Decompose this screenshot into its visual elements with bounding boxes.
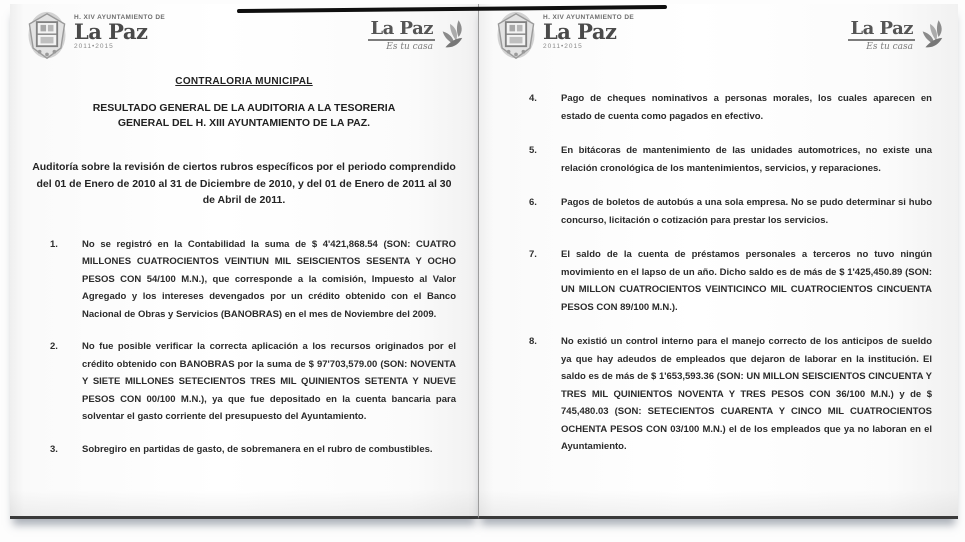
finding-item-6	[479, 194, 958, 229]
finding-item-5	[479, 142, 958, 177]
finding-item-3	[10, 441, 478, 459]
municipality-logo	[26, 11, 165, 66]
leaf-icon	[438, 19, 466, 60]
secondary-logo-city-name: La Paz	[370, 18, 433, 39]
finding-number: 2.	[50, 341, 58, 352]
municipality-logo	[495, 11, 634, 66]
document-title: RESULTADO GENERAL DE LA AUDITORIA A LA TESORERIA GENERAL DEL H. XIII AYUNTAMIENTO DE LA PAZ.	[92, 102, 396, 129]
finding-number: 7.	[529, 249, 537, 260]
secondary-logo-text	[848, 19, 915, 52]
finding-text: Pago de cheques nominativos a personas morales, los cuales aparecen en estado de cuenta como pagados en efectivo.	[561, 93, 932, 122]
secondary-logo-tagline: Es tu casa	[866, 42, 913, 52]
document-page-right	[478, 4, 958, 519]
findings-list-left	[10, 236, 478, 459]
logo-term-years: 2011•2015	[543, 43, 583, 50]
coat-of-arms-icon	[495, 11, 537, 66]
secondary-logo	[848, 19, 946, 60]
finding-text: No fue posible verificar la correcta aplicación a los recursos originados por el crédito obtenido con BANOBRAS por la suma de $ 97'703,579.00 (SON: NOVENTA Y SIETE MILLONES SETECIENTOS TRES MIL QUINIENTOS SETENTA Y NUEVE PESOS CON 00/100 M.N.), ya que fue depositado en la cuenta bancaria para solventar el gasto corriente del presupuesto del Ayuntamiento.	[82, 341, 456, 422]
finding-item-4	[479, 90, 958, 125]
finding-text: El saldo de la cuenta de préstamos personales a terceros no tuvo ningún movimiento en el lapso de un año. Dicho saldo es de más de $ 1'425,450.89 (SON: UN MILLON CUATROCIENTOS VEINTICINCO MIL CUATROCIENTOS CINCUENTA PESOS CON 89/100 M.N.).	[561, 249, 932, 313]
finding-item-2	[10, 338, 478, 426]
logo-city-name: La Paz	[543, 19, 617, 44]
finding-item-1	[10, 236, 478, 324]
secondary-logo-tagline: Es tu casa	[386, 42, 433, 52]
findings-list-right	[479, 90, 958, 456]
municipality-logo-text	[74, 11, 165, 50]
leaf-icon	[918, 19, 946, 60]
logo-term-years: 2011•2015	[74, 43, 114, 50]
finding-text: En bitácoras de mantenimiento de las unidades automotrices, no existe una relación cronológica de los mantenimientos, servicios, y reparaciones.	[561, 145, 932, 174]
finding-number: 5.	[529, 145, 537, 156]
logo-administration-line: H. XIV AYUNTAMIENTO DE	[74, 14, 166, 21]
finding-number: 4.	[529, 93, 537, 104]
finding-text: No existió un control interno para el manejo correcto de los anticipos de sueldo ya que hay adeudos de empleados que dejaron de laborar en la institución. El saldo es de más de $ 1'653,593.36 (SON: UN MILLON SEISCIENTOS CINCUENTA Y TRES MIL QUINIENTOS NOVENTA Y TRES PESOS CON 36/100 M.N.) y de $ 745,480.03 (SON: SETECIENTOS CUARENTA Y CINCO MIL CUATROCIENTOS OCHENTA PESOS CON 03/100 M.N.) el de los empleados que ya no laboran en el Ayuntamiento.	[561, 336, 932, 452]
logo-city-name: La Paz	[74, 19, 148, 44]
document-page-left	[10, 4, 478, 519]
finding-number: 8.	[529, 336, 537, 347]
letterhead	[479, 4, 958, 68]
finding-text: Sobregiro en partidas de gasto, de sobremanera en el rubro de combustibles.	[82, 443, 433, 455]
coat-of-arms-icon	[26, 11, 68, 66]
department-heading: CONTRALORIA MUNICIPAL	[175, 76, 313, 87]
audit-scope-paragraph: Auditoría sobre la revisión de ciertos rubros específicos por el periodo comprendido del 01 de Enero de 2010 al 31 de Diciembre de 2010, y del 01 de Enero de 2011 al 30 de Abril de 2011.	[32, 161, 456, 206]
finding-number: 6.	[529, 197, 537, 208]
finding-text: No se registró en la Contabilidad la suma de $ 4'421,868.54 (SON: CUATRO MILLONES CUATROCIENTOS VEINTIUN MIL SEISCIENTOS SESENTA Y OCHO PESOS CON 54/100 M.N.), que corresponde a la comisión, Impuesto al Valor Agregado y los intereses devengados por un crédito obtenido con el Banco Nacional de Obras y Servicios (BANOBRAS) en el mes de Noviembre del 2009.	[82, 238, 456, 320]
municipality-logo-text	[543, 11, 634, 50]
finding-item-8	[479, 333, 958, 456]
finding-number: 1.	[50, 238, 58, 250]
secondary-logo-text	[368, 19, 435, 52]
finding-item-7	[479, 246, 958, 316]
finding-number: 3.	[50, 443, 58, 455]
logo-administration-line: H. XIV AYUNTAMIENTO DE	[543, 14, 635, 21]
finding-text: Pagos de boletos de autobús a una sola empresa. No se pudo determinar si hubo concurso, licitación o cotización para prestar los servicios.	[561, 197, 932, 226]
secondary-logo-city-name: La Paz	[850, 18, 913, 39]
secondary-logo	[368, 19, 466, 60]
letterhead	[10, 4, 478, 68]
